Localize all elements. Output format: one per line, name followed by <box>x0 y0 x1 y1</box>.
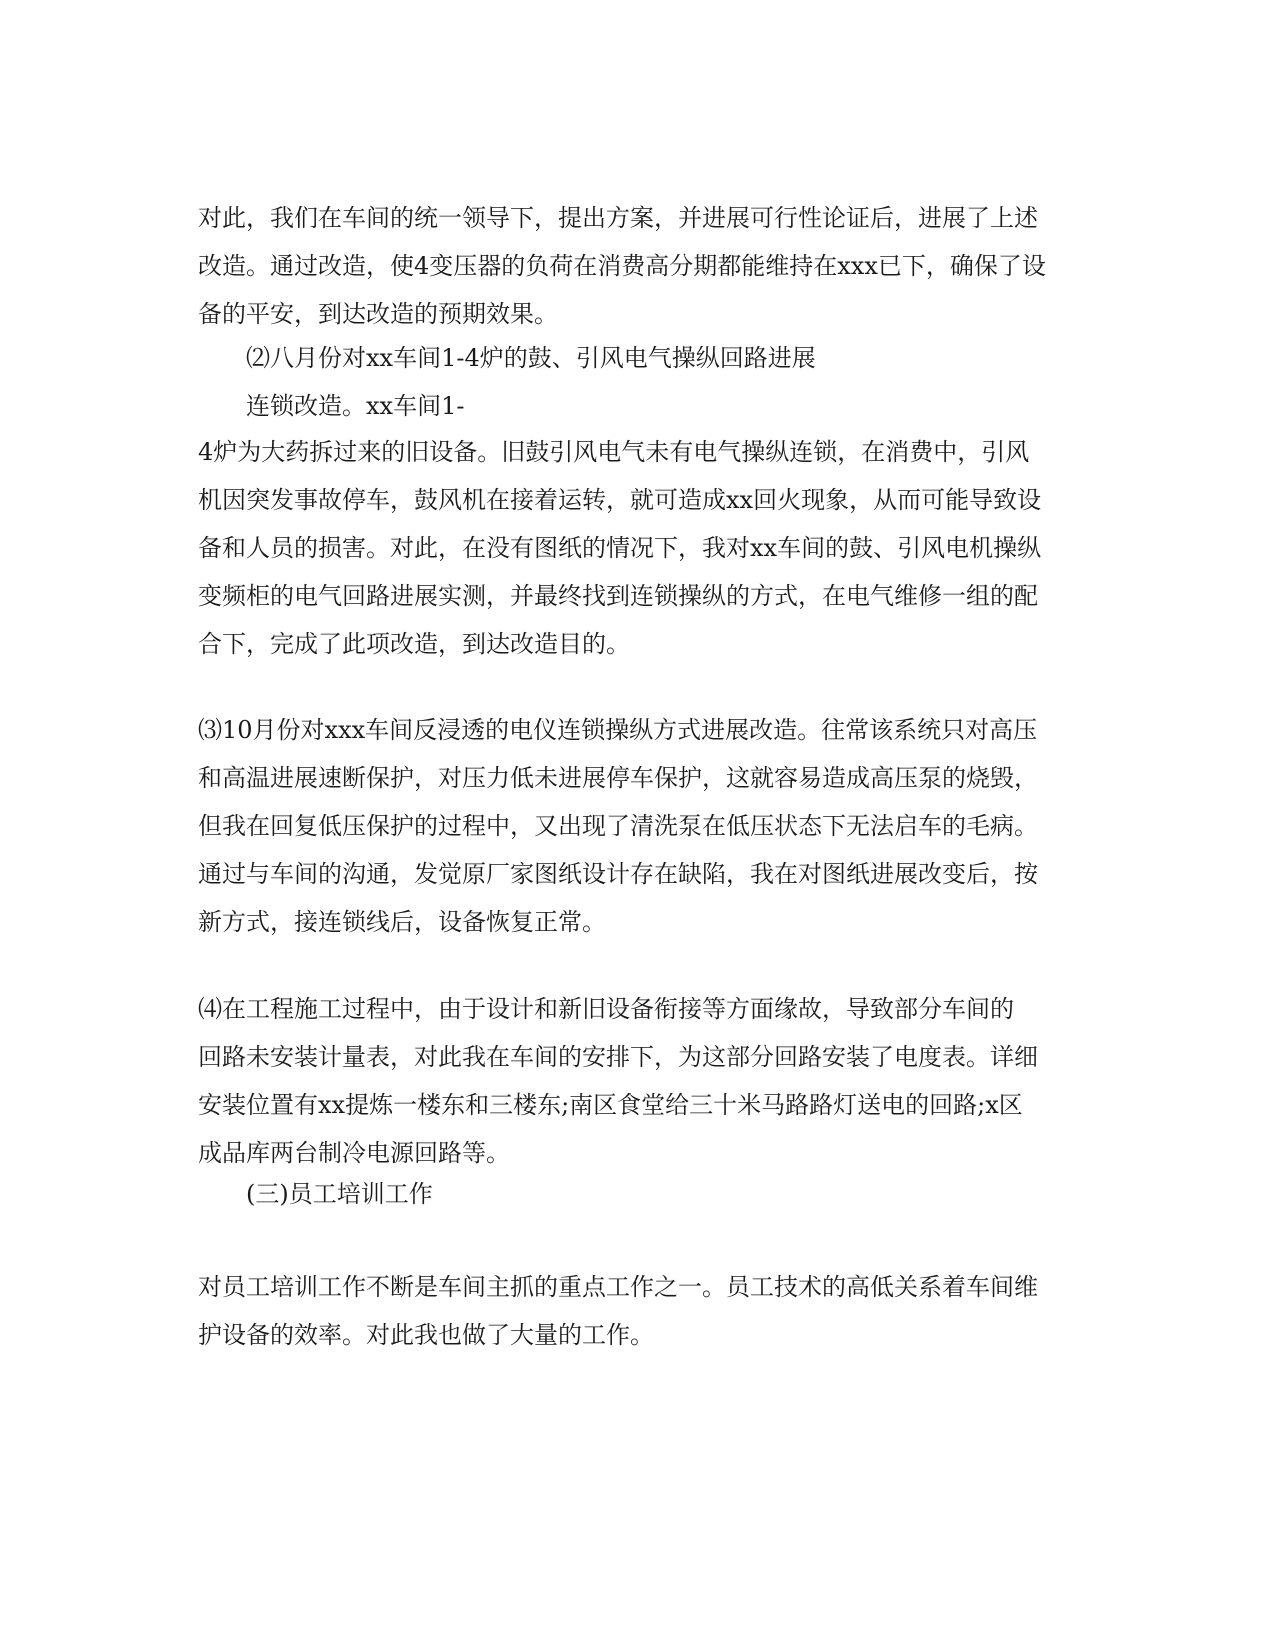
paragraph-1-line-3: 备的平安，到达改造的预期效果。 <box>198 300 558 328</box>
paragraph-4 <box>198 706 1078 946</box>
paragraph-2 <box>198 334 1078 430</box>
section-heading <box>198 1170 1078 1218</box>
paragraph-5-line-1: ⑷在工程施工过程中，由于设计和新旧设备衔接等方面缘故，导致部分车间的 <box>198 995 1014 1023</box>
paragraph-1 <box>198 194 1078 338</box>
paragraph-3-line-3: 备和人员的损害。对此，在没有图纸的情况下，我对xx车间的鼓、引风电机操纵 <box>198 534 1042 562</box>
paragraph-3-line-1: 4炉为大药拆过来的旧设备。旧鼓引风电气未有电气操纵连锁，在消费中，引风 <box>198 438 1030 466</box>
paragraph-3-line-2: 机因突发事故停车，鼓风机在接着运转，就可造成xx回火现象，从而可能导致设 <box>198 486 1042 514</box>
paragraph-5-line-3: 安装位置有xx提炼一楼东和三楼东;南区食堂给三十米马路路灯送电的回路;x区 <box>198 1091 1023 1119</box>
paragraph-4-line-2: 和高温进展速断保护，对压力低未进展停车保护，这就容易造成高压泵的烧毁， <box>198 764 1038 792</box>
paragraph-3 <box>198 428 1078 668</box>
paragraph-4-line-3: 但我在回复低压保护的过程中，又出现了清洗泵在低压状态下无法启车的毛病。 <box>198 812 1038 840</box>
paragraph-5-line-4: 成品库两台制冷电源回路等。 <box>198 1139 510 1167</box>
paragraph-6-line-1: 对员工培训工作不断是车间主抓的重点工作之一。员工技术的高低关系着车间维 <box>198 1273 1038 1301</box>
paragraph-4-line-4: 通过与车间的沟通，发觉原厂家图纸设计存在缺陷，我在对图纸进展改变后，按 <box>198 860 1038 888</box>
section-heading-text: (三)员工培训工作 <box>246 1180 433 1208</box>
paragraph-6 <box>198 1263 1078 1359</box>
paragraph-4-line-5: 新方式，接连锁线后，设备恢复正常。 <box>198 908 606 936</box>
paragraph-2-line-1: ⑵八月份对xx车间1-4炉的鼓、引风电气操纵回路进展 <box>246 344 816 372</box>
paragraph-5 <box>198 985 1078 1177</box>
paragraph-4-line-1: ⑶10月份对xxx车间反浸透的电仪连锁操纵方式进展改造。往常该系统只对高压 <box>198 716 1038 744</box>
paragraph-2-line-2: 连锁改造。xx车间1- <box>246 392 465 420</box>
paragraph-3-line-4: 变频柜的电气回路进展实测，并最终找到连锁操纵的方式，在电气维修一组的配 <box>198 582 1038 610</box>
paragraph-1-line-2: 改造。通过改造，使4变压器的负荷在消费高分期都能维持在xxx已下，确保了设 <box>198 252 1046 280</box>
paragraph-6-line-2: 护设备的效率。对此我也做了大量的工作。 <box>198 1321 654 1349</box>
paragraph-5-line-2: 回路未安装计量表，对此我在车间的安排下，为这部分回路安装了电度表。详细 <box>198 1043 1038 1071</box>
paragraph-1-line-1: 对此，我们在车间的统一领导下，提出方案，并进展可行性论证后，进展了上述 <box>198 204 1038 232</box>
paragraph-3-line-5: 合下，完成了此项改造，到达改造目的。 <box>198 630 630 658</box>
